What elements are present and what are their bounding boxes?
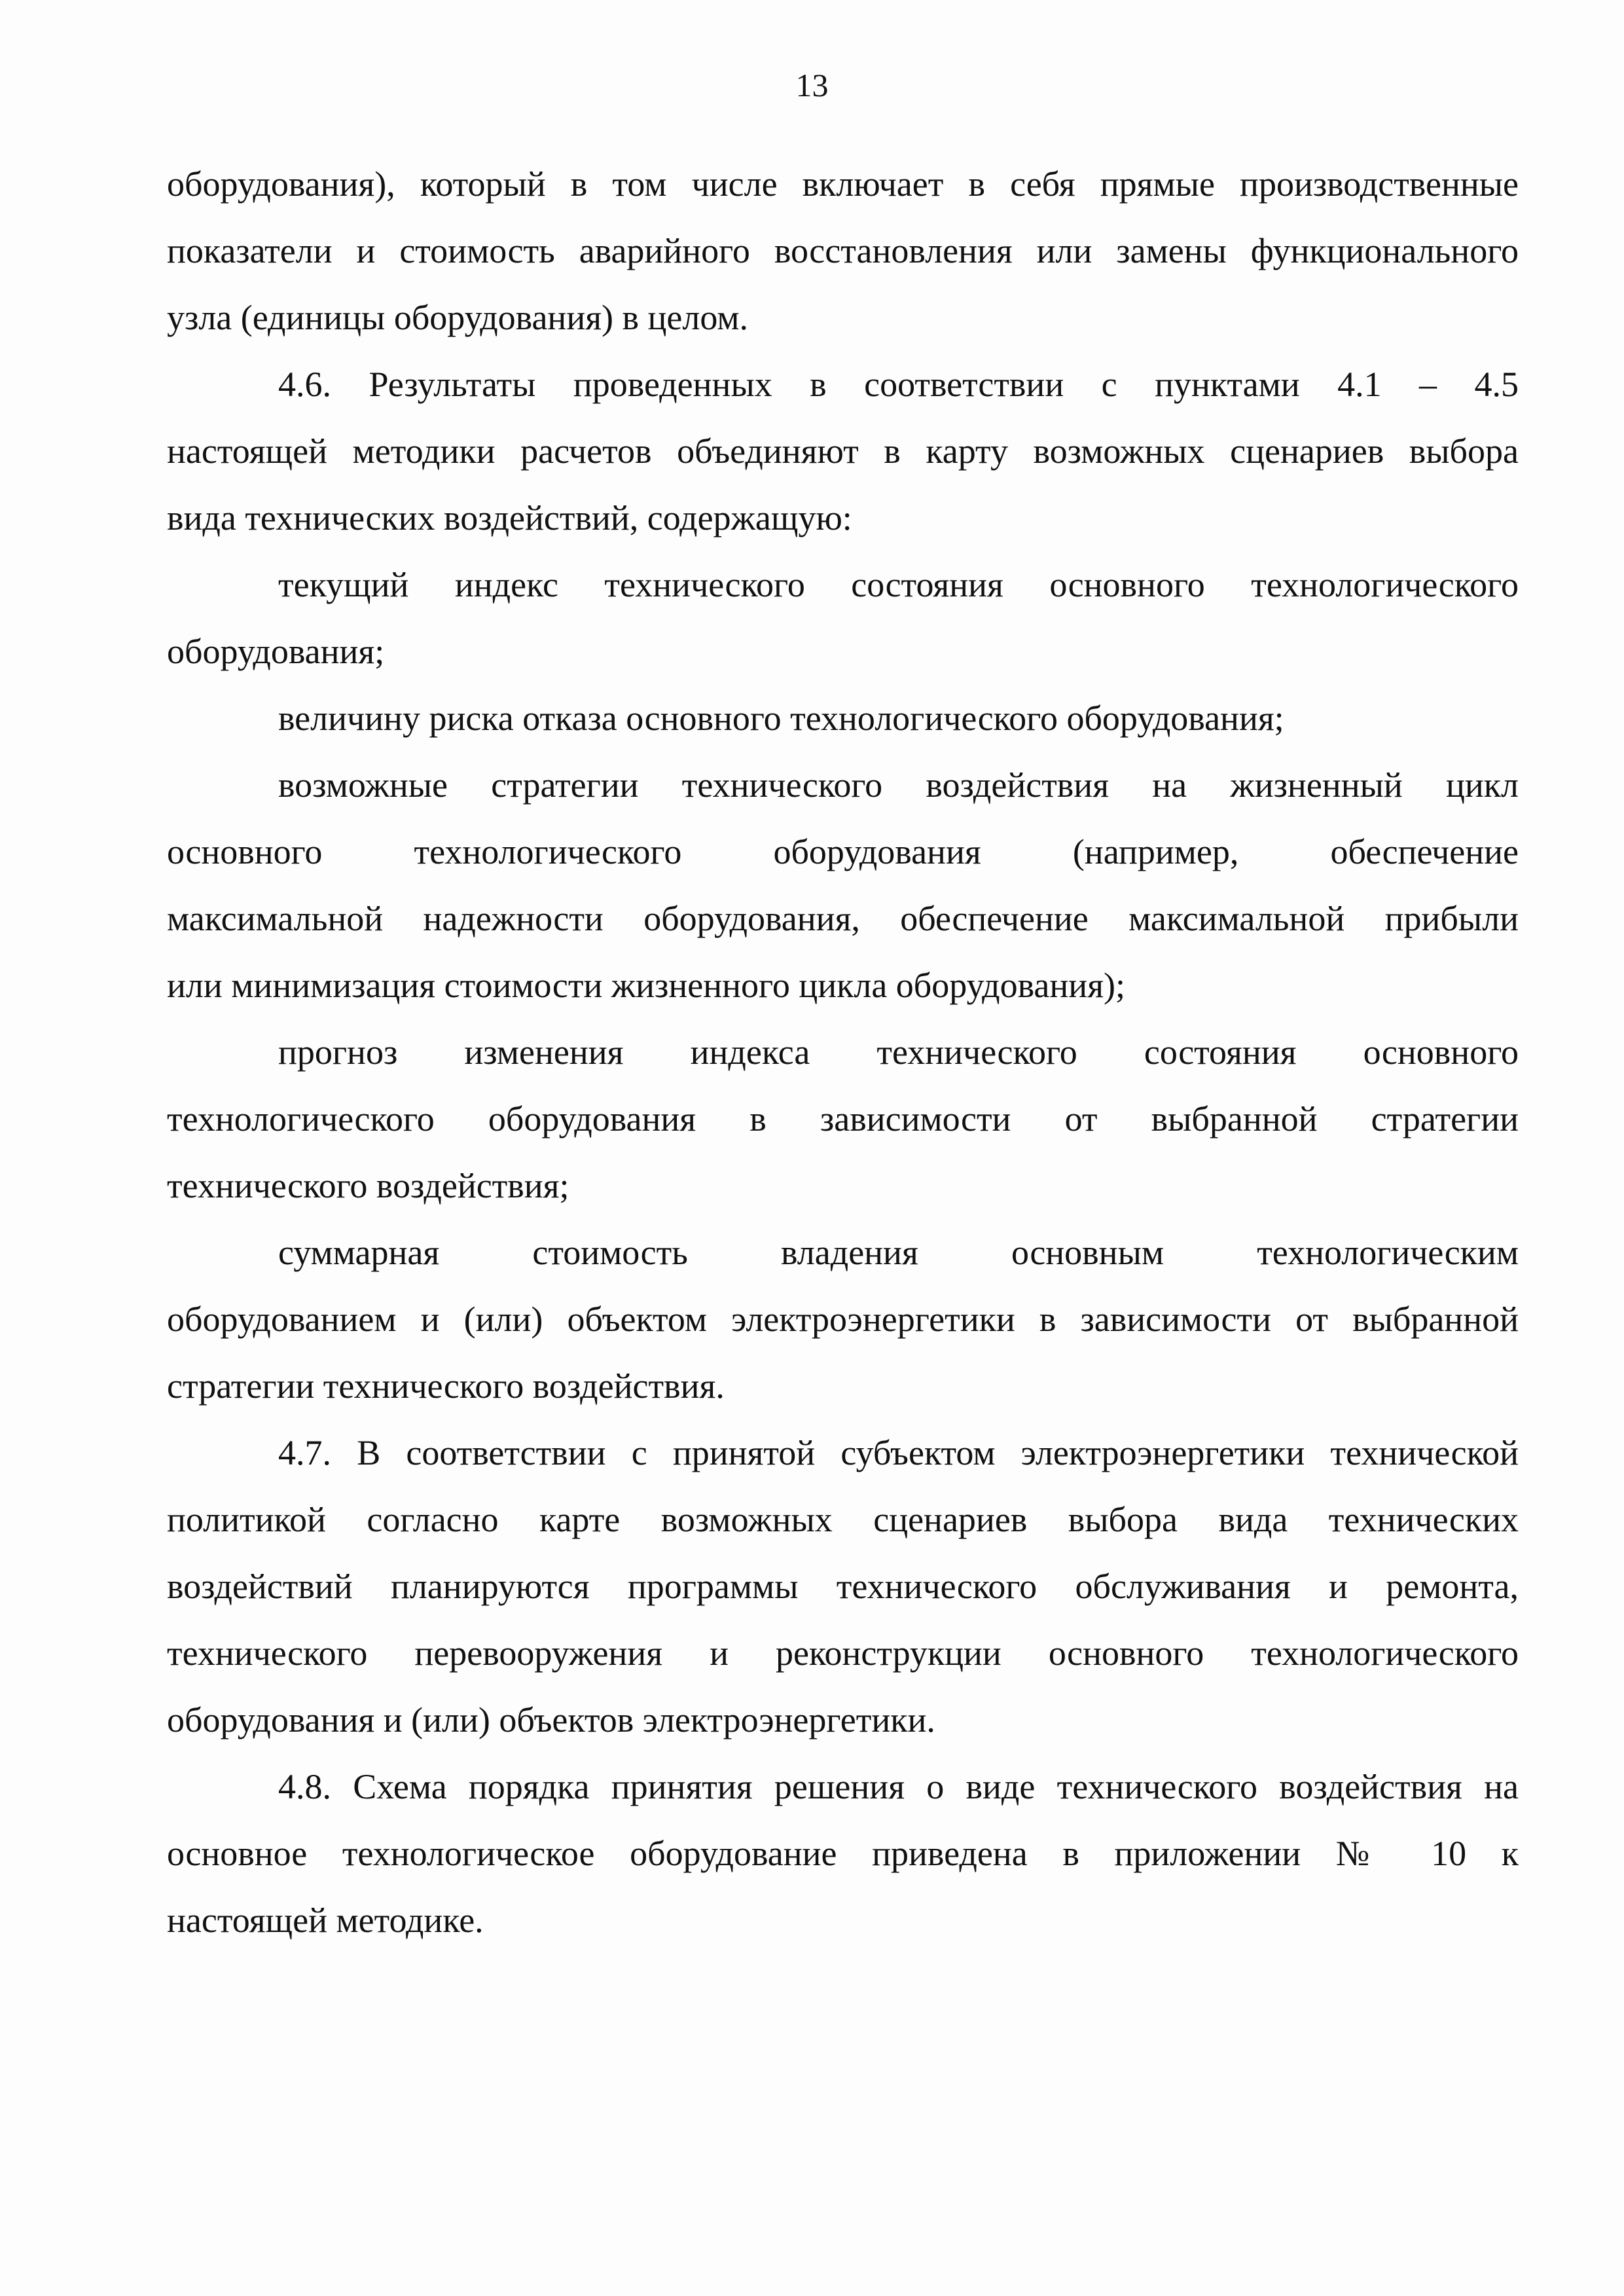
- text-line: оборудования и (или) объектов электроэнергетики.: [167, 1700, 935, 1740]
- text-line: основное технологическое оборудование приведена в приложении № 10 к: [167, 1834, 1519, 1873]
- text-line: величину риска отказа основного технологического оборудования;: [278, 699, 1284, 738]
- text-line: воздействий планируются программы технического обслуживания и ремонта,: [167, 1567, 1519, 1606]
- text-line: суммарная стоимость владения основным технологическим: [278, 1233, 1519, 1272]
- text-line: возможные стратегии технического воздействия на жизненный цикл: [278, 765, 1519, 805]
- text-line: узла (единицы оборудования) в целом.: [167, 298, 748, 337]
- text-line: 4.6. Результаты проведенных в соответствии с пунктами 4.1 – 4.5: [278, 365, 1519, 404]
- paragraph-4-6: [167, 351, 1519, 551]
- text-line: технологического оборудования в зависимости от выбранной стратегии: [167, 1099, 1519, 1139]
- list-item-current-index: [167, 551, 1519, 685]
- text-line: максимальной надежности оборудования, обеспечение максимальной прибыли: [167, 899, 1519, 938]
- list-item-failure-risk: [167, 685, 1519, 752]
- text-line: текущий индекс технического состояния основного технологического: [278, 565, 1519, 604]
- list-item-strategies: [167, 752, 1519, 1019]
- text-line: или минимизация стоимости жизненного цикла оборудования);: [167, 966, 1126, 1005]
- text-line: технического воздействия;: [167, 1166, 569, 1205]
- text-line: вида технических воздействий, содержащую:: [167, 498, 852, 538]
- list-item-forecast: [167, 1019, 1519, 1219]
- text-line: настоящей методики расчетов объединяют в карту возможных сценариев выбора: [167, 431, 1519, 471]
- page-number: 13: [795, 67, 829, 103]
- text-line: 4.8. Схема порядка принятия решения о виде технического воздействия на: [278, 1767, 1519, 1806]
- text-line: технического перевооружения и реконструкции основного технологического: [167, 1633, 1519, 1673]
- text-line: оборудования;: [167, 632, 385, 671]
- text-line: оборудования), который в том числе включает в себя прямые производственные: [167, 164, 1519, 204]
- list-item-total-cost: [167, 1219, 1519, 1419]
- text-line: оборудованием и (или) объектом электроэнергетики в зависимости от выбранной: [167, 1300, 1519, 1339]
- text-line: стратегии технического воздействия.: [167, 1366, 725, 1406]
- text-line: прогноз изменения индекса технического состояния основного: [278, 1032, 1519, 1072]
- text-line: политикой согласно карте возможных сценариев выбора вида технических: [167, 1500, 1519, 1539]
- text-line: настоящей методике.: [167, 1901, 484, 1940]
- paragraph-4-8: [167, 1753, 1519, 1954]
- paragraph-4-7: [167, 1419, 1519, 1753]
- text-line: показатели и стоимость аварийного восстановления или замены функционального: [167, 231, 1519, 270]
- body-text: [167, 151, 1519, 1954]
- text-line: основного технологического оборудования (например, обеспечение: [167, 832, 1519, 871]
- text-line: 4.7. В соответствии с принятой субъектом электроэнергетики технической: [278, 1433, 1519, 1472]
- paragraph-continuation: [167, 151, 1519, 351]
